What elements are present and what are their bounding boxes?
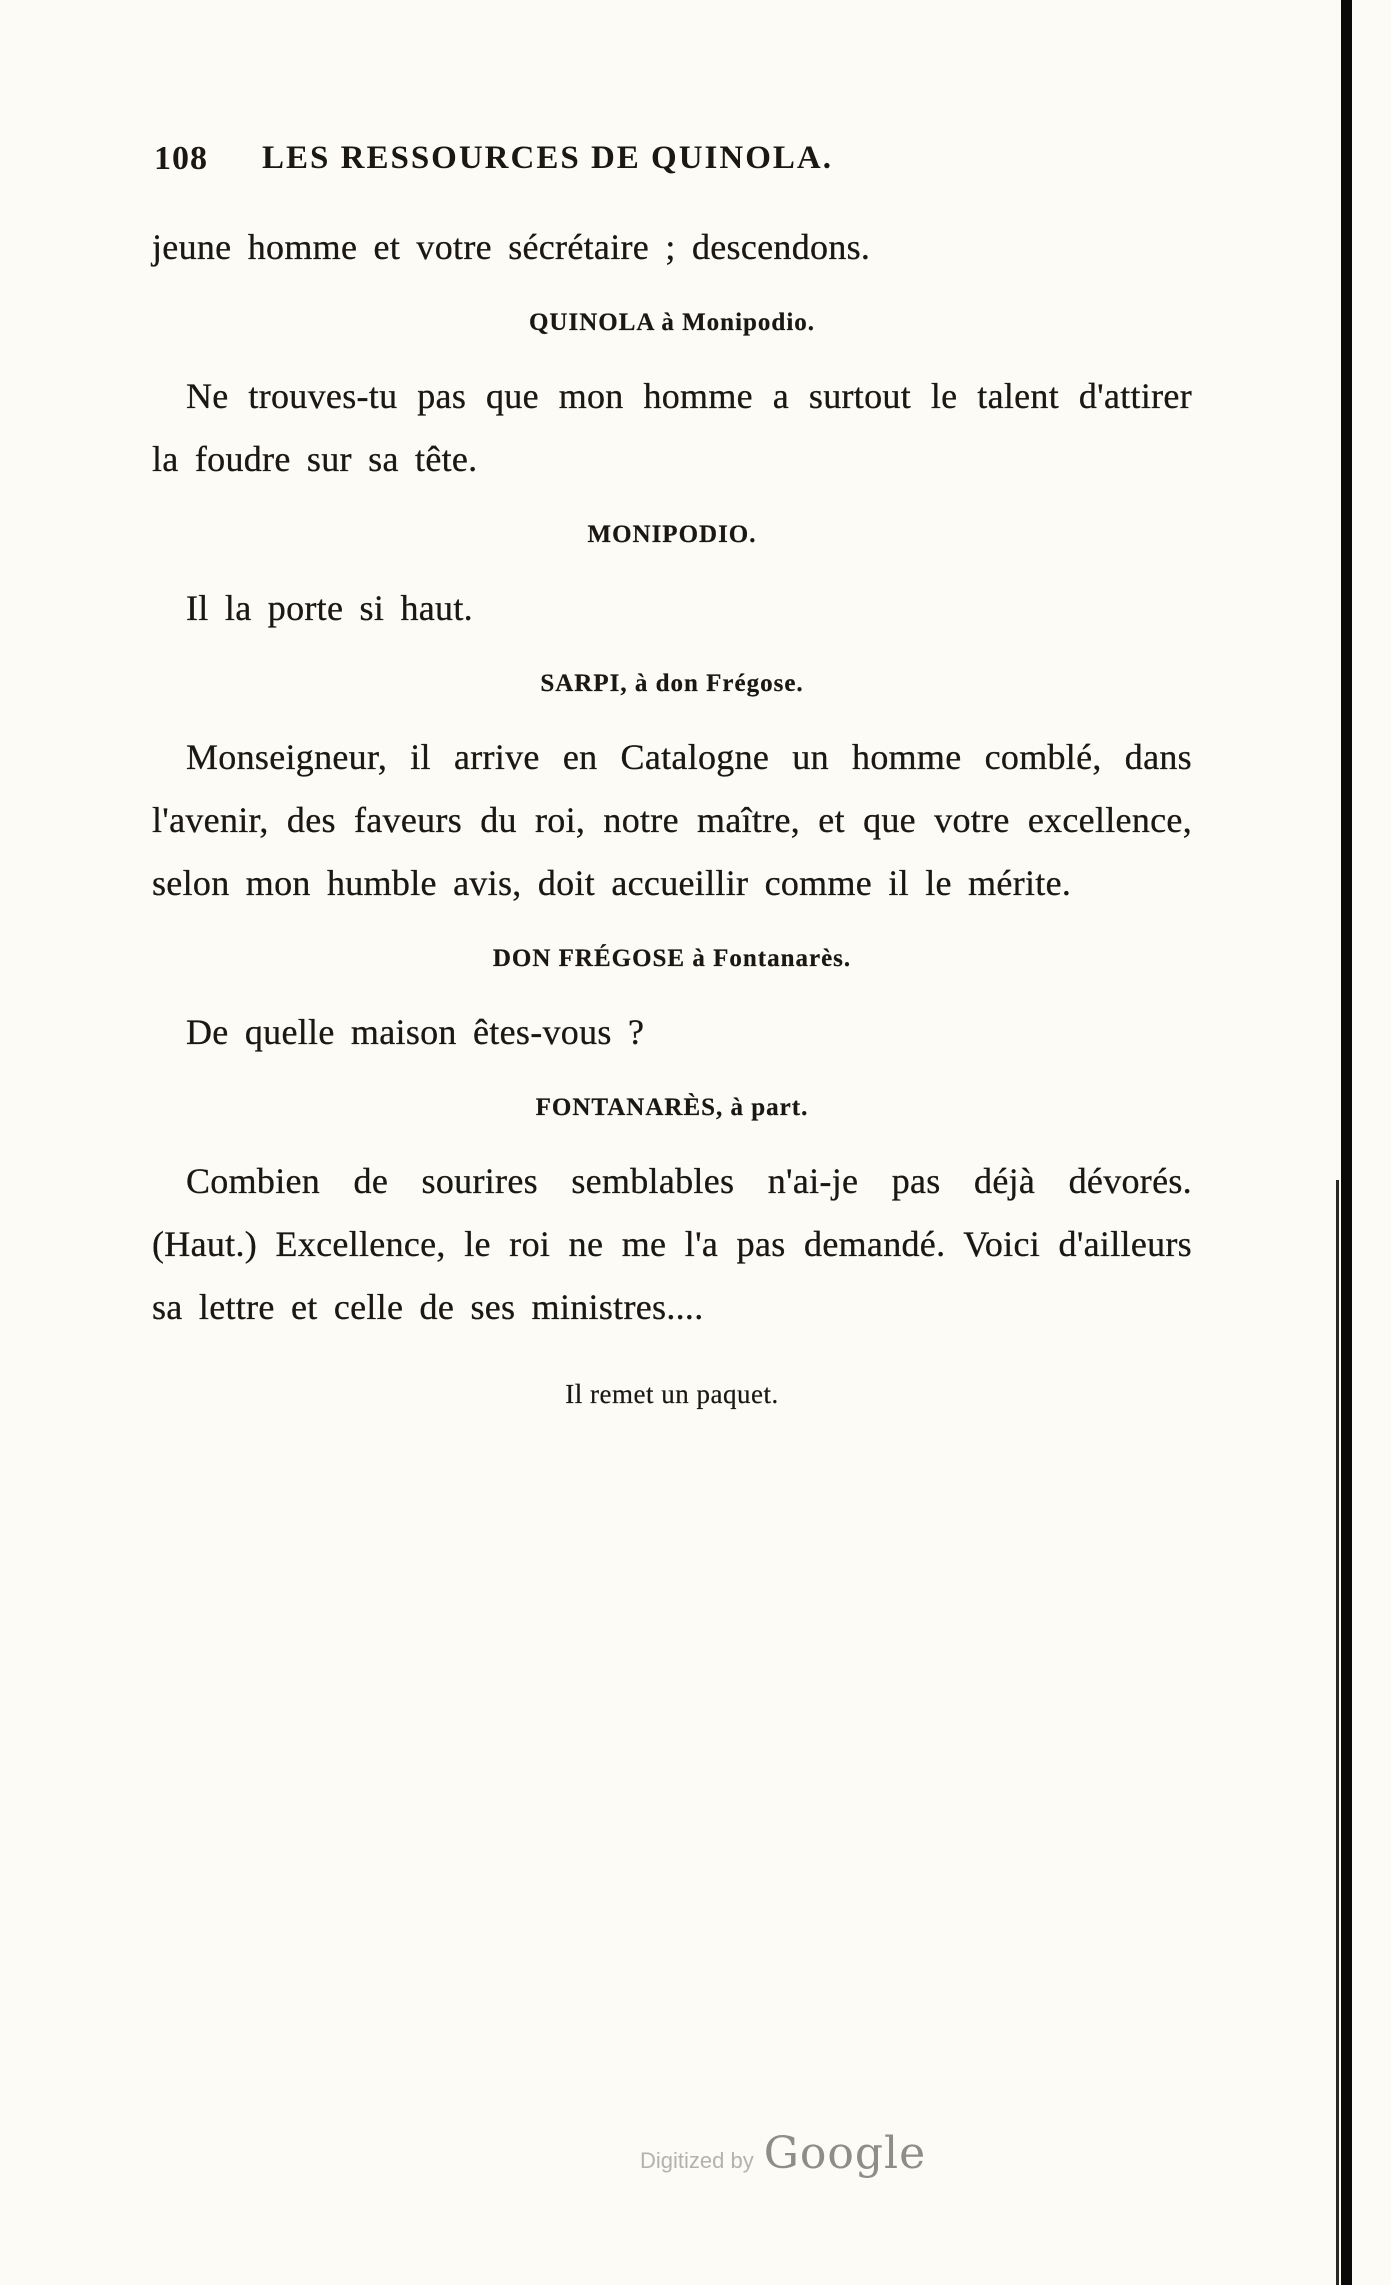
page-number: 108: [154, 140, 208, 177]
dialogue-quinola: Ne trouves-tu pas que mon homme a surtout le talent d'attirer la foudre sur sa tête.: [152, 376, 1192, 479]
dialogue-fontanares: Combien de sourires semblables n'ai-je pas déjà dévorés. (Haut.) Excellence, le roi ne me l'a pas demandé. Voici d'ailleurs sa lettre et celle de ses ministres....: [152, 1161, 1192, 1327]
text-line-continuation: jeune homme et votre sécrétaire ; descendons.: [152, 227, 871, 267]
stage-direction: Il remet un paquet.: [565, 1379, 779, 1409]
dialogue-sarpi: Monseigneur, il arrive en Catalogne un homme comblé, dans l'avenir, des faveurs du roi, notre maître, et que votre excellence, selon mon humble avis, doit accueillir comme il le mérite.: [152, 737, 1192, 903]
speaker-heading-sarpi: SARPI, à don Frégose.: [540, 670, 804, 697]
running-header: [152, 140, 1192, 186]
page-header-title: LES RESSOURCES DE QUINOLA.: [262, 140, 833, 176]
scan-gutter-line-thin: [1336, 1180, 1339, 2285]
speaker-heading-fontanares: FONTANARÈS, à part.: [535, 1094, 809, 1121]
dialogue-don-fregose: De quelle maison êtes-vous ?: [186, 1012, 645, 1052]
digitization-footer: [640, 2128, 926, 2179]
google-logo: Google: [763, 2128, 927, 2179]
digitized-by-label: Digitized by: [640, 2148, 754, 2173]
speaker-heading-quinola: QUINOLA à Monipodio.: [528, 309, 816, 336]
book-page-text-block: [152, 140, 1192, 1410]
scan-gutter-line: [1341, 0, 1352, 2285]
dialogue-monipodio: Il la porte si haut.: [186, 588, 473, 628]
speaker-heading-monipodio: MONIPODIO.: [587, 521, 757, 548]
speaker-heading-don-fregose: DON FRÉGOSE à Fontanarès.: [492, 945, 852, 972]
